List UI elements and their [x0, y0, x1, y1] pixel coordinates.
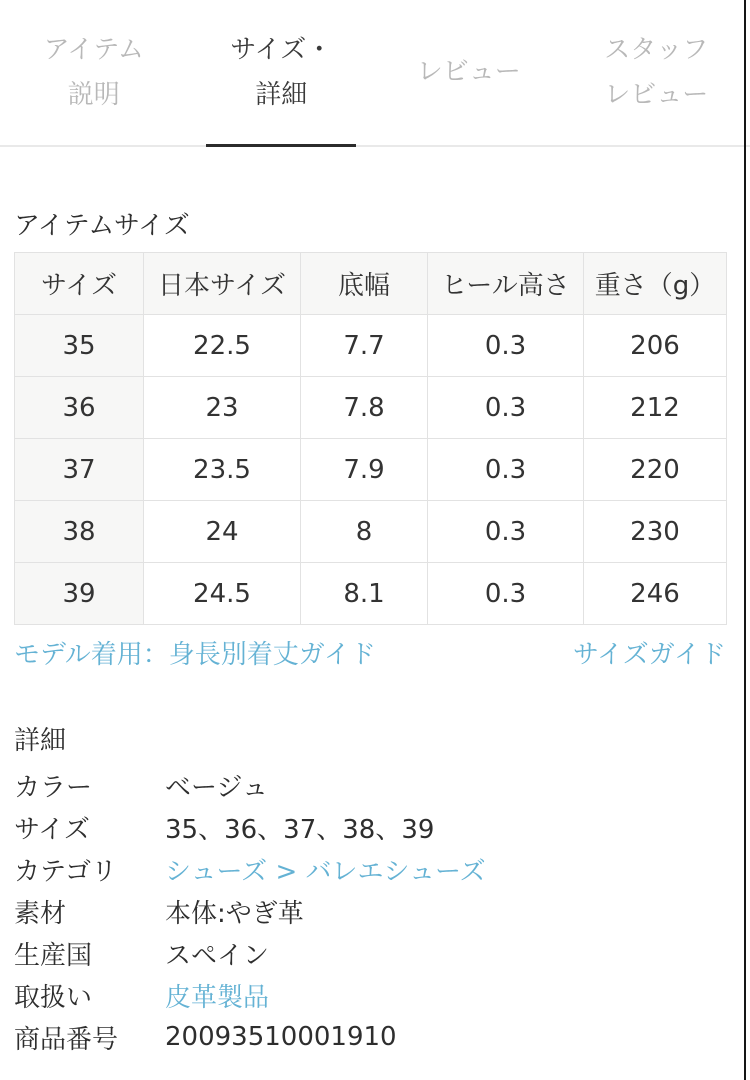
size-table-row [15, 377, 727, 439]
header-weight: 重さ（g） [584, 253, 727, 315]
tab-size-details[interactable] [188, 0, 376, 145]
header-heel-height: ヒール高さ [428, 253, 584, 315]
heel-height-cell: 0.3 [428, 439, 584, 501]
category-link[interactable]: シューズ > バレエシューズ [165, 856, 486, 887]
detail-row-size [14, 806, 726, 848]
weight-cell: 206 [584, 315, 727, 377]
device-edge-line [744, 0, 746, 1080]
model-height-guide-link[interactable]: モデル着用：身長別着丈ガイド [14, 640, 376, 670]
sole-width-cell: 8 [301, 501, 428, 563]
size-cell: 36 [15, 377, 144, 439]
weight-cell: 220 [584, 439, 727, 501]
tab-label-line: レビュー [604, 79, 709, 110]
tab-label-line: 詳細 [255, 79, 308, 110]
item-size-title: アイテムサイズ [14, 211, 190, 241]
size-cell: 38 [15, 501, 144, 563]
detail-label: 商品番号 [14, 1024, 119, 1055]
detail-row-category [14, 848, 726, 890]
detail-value: スペイン [165, 940, 270, 971]
header-japan-size: 日本サイズ [144, 253, 301, 315]
japan-size-cell: 22.5 [144, 315, 301, 377]
detail-row-care [14, 974, 726, 1016]
weight-cell: 230 [584, 501, 727, 563]
size-cell: 39 [15, 563, 144, 625]
heel-height-cell: 0.3 [428, 377, 584, 439]
detail-label: 生産国 [14, 940, 93, 971]
detail-value: ベージュ [165, 772, 268, 803]
weight-cell: 246 [584, 563, 727, 625]
size-table-header-row [15, 253, 727, 315]
japan-size-cell: 23.5 [144, 439, 301, 501]
detail-value: 20093510001910 [165, 1022, 397, 1052]
heel-height-cell: 0.3 [428, 315, 584, 377]
active-tab-indicator [206, 144, 356, 147]
sole-width-cell: 7.8 [301, 377, 428, 439]
sole-width-cell: 8.1 [301, 563, 428, 625]
detail-label: サイズ [14, 814, 90, 845]
size-table-row [15, 315, 727, 377]
tab-label-line: サイズ・ [230, 34, 333, 65]
tab-label-line: レビュー [416, 57, 521, 87]
care-leather-link[interactable]: 皮革製品 [165, 982, 270, 1013]
detail-label: カテゴリ [14, 856, 117, 887]
size-table-row [15, 439, 727, 501]
tab-item-description[interactable] [0, 0, 188, 145]
detail-row-country [14, 932, 726, 974]
tab-label-line: スタッフ [604, 34, 709, 65]
size-table [14, 252, 727, 625]
heel-height-cell: 0.3 [428, 501, 584, 563]
size-details-panel [0, 211, 750, 1058]
detail-label: カラー [14, 772, 93, 803]
detail-value: 本体:やぎ革 [165, 898, 304, 929]
size-cell: 35 [15, 315, 144, 377]
header-sole-width: 底幅 [301, 253, 428, 315]
size-table-row [15, 501, 727, 563]
heel-height-cell: 0.3 [428, 563, 584, 625]
detail-row-item-number [14, 1016, 726, 1058]
tab-bar [0, 0, 750, 147]
detail-label: 素材 [14, 898, 67, 929]
tab-label-line: 説明 [67, 79, 120, 110]
tab-staff-reviews[interactable] [563, 0, 750, 145]
tab-reviews[interactable] [375, 0, 563, 145]
details-list [14, 764, 726, 1058]
header-size: サイズ [15, 253, 144, 315]
detail-label: 取扱い [14, 982, 93, 1013]
sole-width-cell: 7.7 [301, 315, 428, 377]
size-cell: 37 [15, 439, 144, 501]
details-title: 詳細 [14, 726, 67, 756]
detail-value: 35、36、37、38、39 [165, 814, 435, 845]
tab-label-line: アイテム [43, 34, 144, 65]
detail-row-material [14, 890, 726, 932]
weight-cell: 212 [584, 377, 727, 439]
size-guide-link[interactable]: サイズガイド [572, 640, 726, 670]
guide-links-row [14, 640, 726, 670]
japan-size-cell: 23 [144, 377, 301, 439]
japan-size-cell: 24 [144, 501, 301, 563]
japan-size-cell: 24.5 [144, 563, 301, 625]
sole-width-cell: 7.9 [301, 439, 428, 501]
size-table-row [15, 563, 727, 625]
detail-row-color [14, 764, 726, 806]
